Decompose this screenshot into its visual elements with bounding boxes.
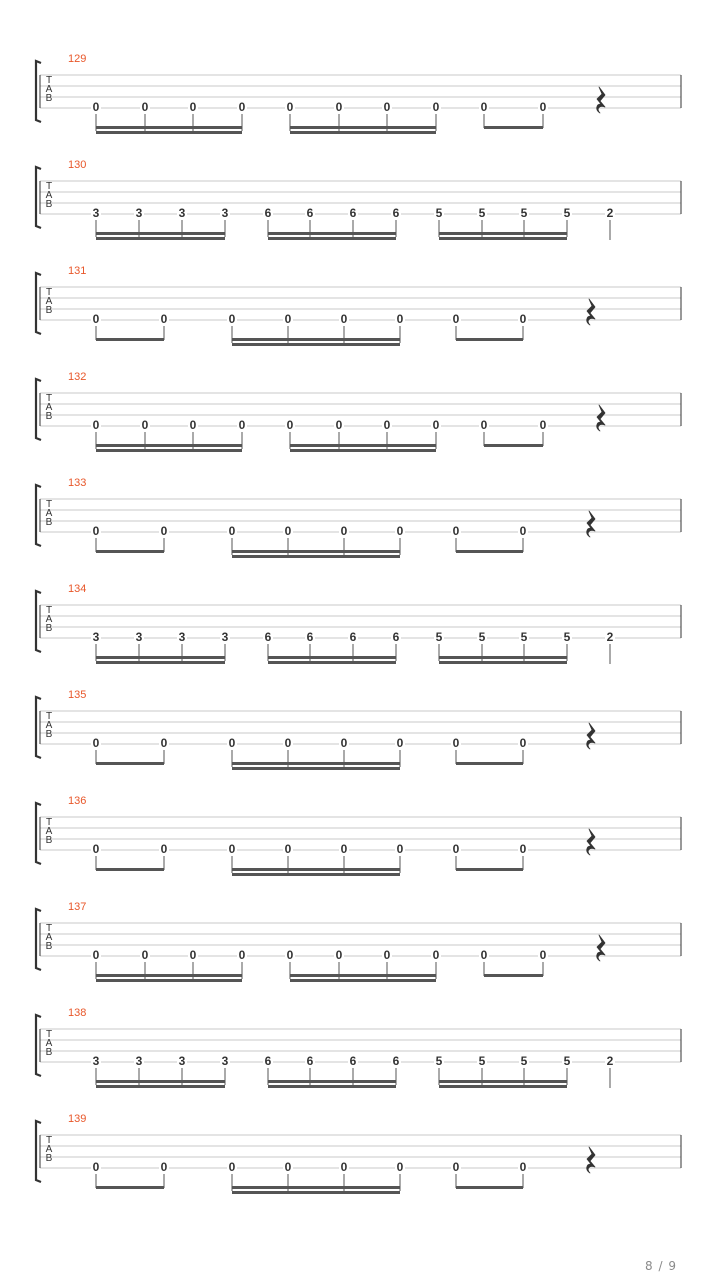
fret-number: 0: [141, 100, 149, 114]
note-beam: [439, 237, 567, 240]
measure-number: 135: [68, 689, 87, 701]
note-beam: [232, 767, 400, 770]
fret-number: 0: [340, 524, 348, 538]
fret-number: 0: [539, 418, 547, 432]
note-beam: [96, 1080, 225, 1083]
note-beam: [439, 661, 567, 664]
tab-clef-letter: B: [45, 835, 53, 846]
tab-system: [36, 1007, 681, 1088]
fret-number: 0: [286, 418, 294, 432]
fret-number: 0: [452, 524, 460, 538]
fret-number: 0: [335, 418, 343, 432]
fret-number: 0: [92, 524, 100, 538]
fret-number: 2: [606, 1054, 614, 1068]
note-beam: [456, 868, 523, 871]
fret-number: 0: [396, 736, 404, 750]
tab-clef-letter: T: [45, 287, 53, 298]
quarter-rest: [597, 87, 605, 113]
fret-number: 0: [284, 1160, 292, 1174]
fret-number: 0: [228, 842, 236, 856]
note-beam: [439, 232, 567, 235]
fret-number: 0: [160, 736, 168, 750]
tab-system: [36, 371, 681, 452]
fret-number: 0: [160, 1160, 168, 1174]
fret-number: 0: [92, 1160, 100, 1174]
fret-number: 5: [478, 630, 486, 644]
fret-number: 0: [160, 842, 168, 856]
fret-number: 5: [563, 630, 571, 644]
fret-number: 0: [432, 418, 440, 432]
fret-number: 6: [392, 206, 400, 220]
note-beam: [232, 868, 400, 871]
fret-number: 0: [284, 312, 292, 326]
fret-number: 6: [264, 1054, 272, 1068]
note-beam: [96, 444, 242, 447]
tab-clef-letter: T: [45, 1029, 53, 1040]
fret-number: 3: [178, 1054, 186, 1068]
note-beam: [268, 1085, 396, 1088]
tab-system: [36, 583, 681, 664]
tab-clef-letter: T: [45, 393, 53, 404]
fret-number: 0: [480, 100, 488, 114]
note-beam: [96, 762, 164, 765]
fret-number: 5: [563, 1054, 571, 1068]
measure-number: 134: [68, 583, 87, 595]
tab-clef-letter: A: [45, 190, 53, 201]
fret-number: 0: [452, 842, 460, 856]
quarter-rest: [587, 829, 595, 855]
tab-clef-letter: A: [45, 84, 53, 95]
fret-number: 0: [286, 948, 294, 962]
tab-system: [36, 159, 681, 240]
note-beam: [96, 661, 225, 664]
tab-clef-letter: A: [45, 508, 53, 519]
fret-number: 5: [563, 206, 571, 220]
note-beam: [96, 656, 225, 659]
tab-clef-letter: B: [45, 941, 53, 952]
fret-number: 0: [228, 736, 236, 750]
quarter-rest: [587, 299, 595, 325]
note-beam: [290, 974, 436, 977]
note-beam: [232, 550, 400, 553]
note-beam: [456, 338, 523, 341]
fret-number: 0: [160, 524, 168, 538]
note-beam: [484, 444, 543, 447]
fret-number: 6: [392, 1054, 400, 1068]
fret-number: 3: [92, 1054, 100, 1068]
tab-system: [36, 795, 681, 876]
fret-number: 0: [238, 948, 246, 962]
quarter-rest: [587, 1147, 595, 1173]
tab-clef-letter: B: [45, 93, 53, 104]
note-beam: [439, 1080, 567, 1083]
note-beam: [96, 338, 164, 341]
note-beam: [268, 661, 396, 664]
fret-number: 0: [335, 100, 343, 114]
fret-number: 5: [435, 1054, 443, 1068]
fret-number: 3: [221, 206, 229, 220]
measure-number: 137: [68, 901, 87, 913]
fret-number: 0: [519, 312, 527, 326]
measure-number: 139: [68, 1113, 87, 1125]
quarter-rest: [587, 723, 595, 749]
tab-clef-letter: B: [45, 305, 53, 316]
tab-system: [36, 1113, 681, 1194]
fret-number: 0: [286, 100, 294, 114]
fret-number: 0: [539, 948, 547, 962]
fret-number: 0: [383, 100, 391, 114]
fret-number: 6: [306, 206, 314, 220]
fret-number: 3: [135, 1054, 143, 1068]
fret-number: 0: [92, 418, 100, 432]
fret-number: 3: [221, 630, 229, 644]
note-beam: [290, 126, 436, 129]
fret-number: 0: [519, 524, 527, 538]
tab-clef-letter: A: [45, 296, 53, 307]
tab-clef-letter: T: [45, 605, 53, 616]
tab-clef-letter: A: [45, 402, 53, 413]
fret-number: 0: [539, 100, 547, 114]
note-beam: [456, 762, 523, 765]
fret-number: 0: [340, 736, 348, 750]
tab-clef-letter: B: [45, 1153, 53, 1164]
fret-number: 2: [606, 206, 614, 220]
fret-number: 0: [141, 948, 149, 962]
fret-number: 5: [478, 1054, 486, 1068]
fret-number: 0: [396, 1160, 404, 1174]
note-beam: [439, 1085, 567, 1088]
fret-number: 0: [396, 312, 404, 326]
fret-number: 6: [349, 1054, 357, 1068]
fret-number: 5: [435, 630, 443, 644]
note-beam: [96, 974, 242, 977]
note-beam: [96, 550, 164, 553]
note-beam: [268, 1080, 396, 1083]
note-beam: [96, 449, 242, 452]
tab-system: [36, 265, 681, 346]
measure-number: 133: [68, 477, 87, 489]
note-beam: [484, 974, 543, 977]
fret-number: 0: [92, 312, 100, 326]
note-beam: [456, 550, 523, 553]
fret-number: 5: [478, 206, 486, 220]
tab-clef-letter: T: [45, 1135, 53, 1146]
fret-number: 6: [349, 630, 357, 644]
fret-number: 0: [452, 736, 460, 750]
fret-number: 0: [141, 418, 149, 432]
tab-clef-letter: B: [45, 1047, 53, 1058]
fret-number: 0: [228, 524, 236, 538]
note-beam: [96, 1085, 225, 1088]
page-indicator: 8 / 9: [645, 1259, 677, 1273]
fret-number: 5: [520, 206, 528, 220]
fret-number: 5: [520, 1054, 528, 1068]
note-beam: [232, 555, 400, 558]
note-beam: [268, 232, 396, 235]
measure-number: 129: [68, 53, 87, 65]
fret-number: 0: [238, 418, 246, 432]
tab-system: [36, 477, 681, 558]
note-beam: [96, 979, 242, 982]
fret-number: 0: [396, 524, 404, 538]
quarter-rest: [597, 405, 605, 431]
fret-number: 0: [228, 1160, 236, 1174]
fret-number: 3: [92, 206, 100, 220]
tab-clef-letter: A: [45, 1038, 53, 1049]
fret-number: 6: [392, 630, 400, 644]
fret-number: 0: [480, 418, 488, 432]
quarter-rest: [597, 935, 605, 961]
fret-number: 3: [178, 630, 186, 644]
fret-number: 0: [432, 948, 440, 962]
fret-number: 3: [135, 206, 143, 220]
note-beam: [232, 873, 400, 876]
tab-system: [36, 689, 681, 770]
tab-clef-letter: A: [45, 826, 53, 837]
tab-clef-letter: T: [45, 817, 53, 828]
fret-number: 0: [519, 842, 527, 856]
note-beam: [96, 232, 225, 235]
fret-number: 3: [135, 630, 143, 644]
note-beam: [96, 131, 242, 134]
note-beam: [439, 656, 567, 659]
fret-number: 0: [452, 1160, 460, 1174]
fret-number: 0: [284, 736, 292, 750]
tab-clef-letter: A: [45, 932, 53, 943]
tab-clef-letter: B: [45, 623, 53, 634]
fret-number: 0: [92, 736, 100, 750]
measure-number: 130: [68, 159, 87, 171]
fret-number: 0: [160, 312, 168, 326]
fret-number: 0: [519, 1160, 527, 1174]
note-beam: [290, 979, 436, 982]
fret-number: 0: [340, 312, 348, 326]
note-beam: [456, 1186, 523, 1189]
tab-clef-letter: T: [45, 499, 53, 510]
fret-number: 0: [284, 524, 292, 538]
note-beam: [268, 237, 396, 240]
fret-number: 0: [92, 842, 100, 856]
note-beam: [290, 449, 436, 452]
fret-number: 0: [92, 948, 100, 962]
note-beam: [96, 126, 242, 129]
tab-clef-letter: T: [45, 923, 53, 934]
tab-clef-letter: T: [45, 75, 53, 86]
quarter-rest: [587, 511, 595, 537]
note-beam: [232, 343, 400, 346]
note-beam: [96, 237, 225, 240]
fret-number: 3: [92, 630, 100, 644]
tab-clef-letter: T: [45, 181, 53, 192]
note-beam: [96, 1186, 164, 1189]
tab-clef-letter: A: [45, 1144, 53, 1155]
measure-number: 138: [68, 1007, 87, 1019]
fret-number: 0: [383, 418, 391, 432]
fret-number: 6: [306, 1054, 314, 1068]
fret-number: 0: [519, 736, 527, 750]
note-beam: [232, 1186, 400, 1189]
note-beam: [484, 126, 543, 129]
tab-clef-letter: B: [45, 411, 53, 422]
fret-number: 0: [189, 418, 197, 432]
tab-clef-letter: A: [45, 614, 53, 625]
fret-number: 0: [432, 100, 440, 114]
tab-system: [36, 901, 681, 982]
fret-number: 0: [189, 948, 197, 962]
note-beam: [232, 762, 400, 765]
fret-number: 0: [383, 948, 391, 962]
measure-number: 131: [68, 265, 87, 277]
tab-clef-letter: B: [45, 729, 53, 740]
note-beam: [290, 444, 436, 447]
measure-number: 136: [68, 795, 87, 807]
tab-clef-letter: A: [45, 720, 53, 731]
fret-number: 0: [480, 948, 488, 962]
note-beam: [290, 131, 436, 134]
tab-system: [36, 53, 681, 134]
note-beam: [232, 338, 400, 341]
fret-number: 0: [238, 100, 246, 114]
fret-number: 0: [92, 100, 100, 114]
fret-number: 5: [435, 206, 443, 220]
fret-number: 0: [335, 948, 343, 962]
fret-number: 0: [340, 842, 348, 856]
note-beam: [96, 868, 164, 871]
fret-number: 6: [306, 630, 314, 644]
fret-number: 5: [520, 630, 528, 644]
fret-number: 6: [349, 206, 357, 220]
fret-number: 6: [264, 630, 272, 644]
fret-number: 0: [396, 842, 404, 856]
fret-number: 0: [228, 312, 236, 326]
measure-number: 132: [68, 371, 87, 383]
tab-clef-letter: T: [45, 711, 53, 722]
fret-number: 3: [221, 1054, 229, 1068]
fret-number: 3: [178, 206, 186, 220]
fret-number: 6: [264, 206, 272, 220]
fret-number: 2: [606, 630, 614, 644]
note-beam: [268, 656, 396, 659]
tab-clef-letter: B: [45, 199, 53, 210]
note-beam: [232, 1191, 400, 1194]
fret-number: 0: [340, 1160, 348, 1174]
fret-number: 0: [452, 312, 460, 326]
fret-number: 0: [284, 842, 292, 856]
fret-number: 0: [189, 100, 197, 114]
tab-clef-letter: B: [45, 517, 53, 528]
